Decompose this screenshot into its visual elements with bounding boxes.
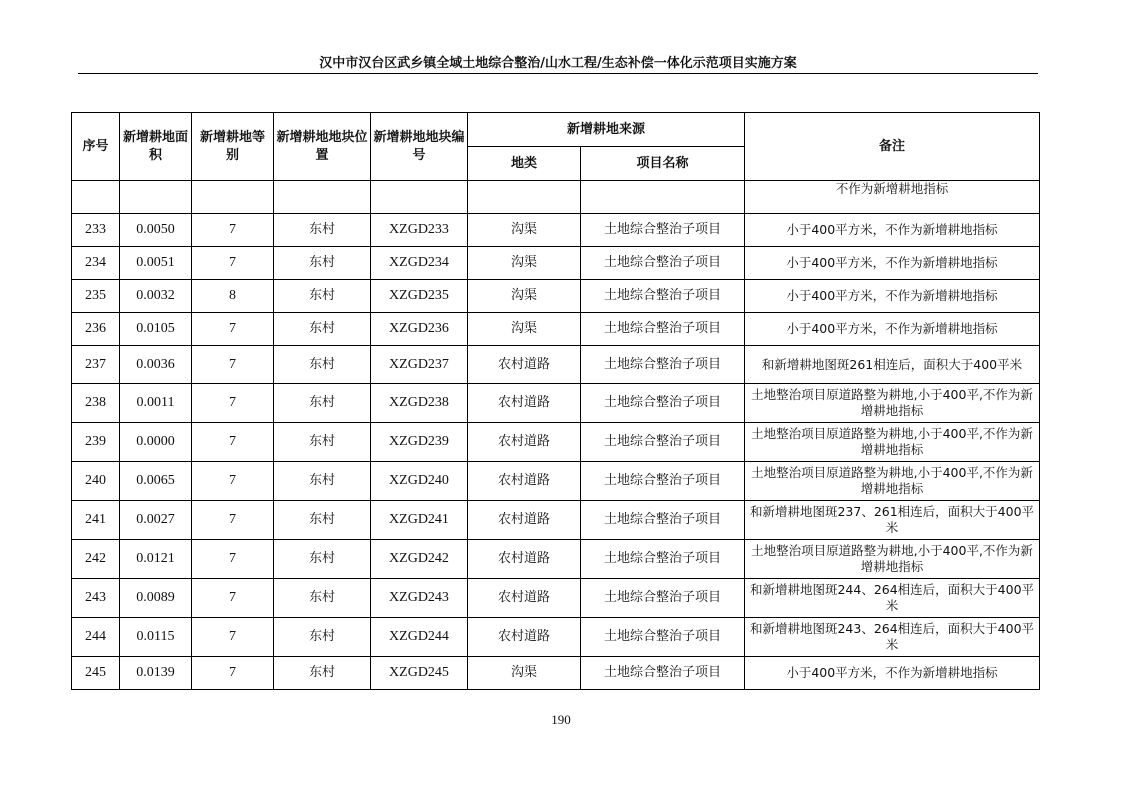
header-remark: 备注 (745, 113, 1040, 181)
cell-empty (72, 181, 120, 214)
cell-land-type: 农村道路 (468, 501, 581, 540)
cell-area: 0.0115 (120, 618, 192, 657)
cell-grade: 7 (192, 423, 274, 462)
cell-seq: 245 (72, 657, 120, 690)
cell-remark: 和新增耕地图斑237、261相连后，面积大于400平米 (745, 501, 1040, 540)
cell-code: XZGD239 (371, 423, 468, 462)
cell-code: XZGD242 (371, 540, 468, 579)
cell-area: 0.0065 (120, 462, 192, 501)
cell-seq: 244 (72, 618, 120, 657)
cell-code: XZGD237 (371, 346, 468, 384)
cell-area: 0.0036 (120, 346, 192, 384)
cell-land-type: 沟渠 (468, 280, 581, 313)
cell-area: 0.0051 (120, 247, 192, 280)
cell-project: 土地综合整治子项目 (581, 540, 745, 579)
cell-location: 东村 (274, 247, 371, 280)
table-row (72, 540, 1040, 579)
cell-grade: 8 (192, 280, 274, 313)
cell-area: 0.0027 (120, 501, 192, 540)
cell-remark: 和新增耕地图斑244、264相连后，面积大于400平米 (745, 579, 1040, 618)
cell-land-type: 沟渠 (468, 657, 581, 690)
document-header-title: 汉中市汉台区武乡镇全域土地综合整治/山水工程/生态补偿一体化示范项目实施方案 (319, 56, 797, 71)
cell-code: XZGD241 (371, 501, 468, 540)
cell-code: XZGD243 (371, 579, 468, 618)
cell-empty (192, 181, 274, 214)
cell-location: 东村 (274, 280, 371, 313)
table-row (72, 313, 1040, 346)
cell-project: 土地综合整治子项目 (581, 384, 745, 423)
cell-remark: 小于400平方米，不作为新增耕地指标 (745, 313, 1040, 346)
cell-project: 土地综合整治子项目 (581, 501, 745, 540)
cell-land-type: 沟渠 (468, 247, 581, 280)
cell-area: 0.0032 (120, 280, 192, 313)
header-location: 新增耕地地块位置 (274, 113, 371, 181)
cell-grade: 7 (192, 579, 274, 618)
cell-empty (120, 181, 192, 214)
cell-project: 土地综合整治子项目 (581, 618, 745, 657)
cell-code: XZGD238 (371, 384, 468, 423)
cell-remark: 和新增耕地图斑243、264相连后，面积大于400平米 (745, 618, 1040, 657)
cell-seq: 240 (72, 462, 120, 501)
cell-grade: 7 (192, 462, 274, 501)
table-row (72, 247, 1040, 280)
cell-code: XZGD245 (371, 657, 468, 690)
cell-seq: 235 (72, 280, 120, 313)
header-land-type: 地类 (468, 147, 581, 181)
cell-land-type: 农村道路 (468, 423, 581, 462)
cell-project: 土地综合整治子项目 (581, 423, 745, 462)
table-row (72, 346, 1040, 384)
header-seq: 序号 (72, 113, 120, 181)
cell-location: 东村 (274, 501, 371, 540)
cell-project: 土地综合整治子项目 (581, 579, 745, 618)
cell-location: 东村 (274, 657, 371, 690)
cell-seq: 236 (72, 313, 120, 346)
cell-remark: 土地整治项目原道路整为耕地,小于400平,不作为新增耕地指标 (745, 384, 1040, 423)
cell-land-type: 农村道路 (468, 540, 581, 579)
cell-area: 0.0139 (120, 657, 192, 690)
cell-location: 东村 (274, 313, 371, 346)
cell-grade: 7 (192, 346, 274, 384)
cell-location: 东村 (274, 540, 371, 579)
cell-grade: 7 (192, 214, 274, 247)
cell-land-type: 沟渠 (468, 313, 581, 346)
page-number: 190 (551, 712, 571, 727)
header-code: 新增耕地地块编号 (371, 113, 468, 181)
cell-code: XZGD240 (371, 462, 468, 501)
table-row (72, 501, 1040, 540)
cell-seq: 238 (72, 384, 120, 423)
cell-remark: 小于400平方米，不作为新增耕地指标 (745, 657, 1040, 690)
cell-remark: 土地整治项目原道路整为耕地,小于400平,不作为新增耕地指标 (745, 462, 1040, 501)
cell-area: 0.0011 (120, 384, 192, 423)
new-farmland-table (71, 112, 1040, 690)
cell-remark: 小于400平方米，不作为新增耕地指标 (745, 280, 1040, 313)
cell-remark: 小于400平方米，不作为新增耕地指标 (745, 247, 1040, 280)
cell-grade: 7 (192, 247, 274, 280)
cell-empty (468, 181, 581, 214)
cell-location: 东村 (274, 462, 371, 501)
cell-area: 0.0105 (120, 313, 192, 346)
cell-land-type: 农村道路 (468, 384, 581, 423)
cell-seq: 237 (72, 346, 120, 384)
cell-code: XZGD234 (371, 247, 468, 280)
cell-area: 0.0000 (120, 423, 192, 462)
cell-area: 0.0121 (120, 540, 192, 579)
cell-land-type: 沟渠 (468, 214, 581, 247)
cell-seq: 233 (72, 214, 120, 247)
header-rule (78, 73, 1038, 74)
cell-remark: 土地整治项目原道路整为耕地,小于400平,不作为新增耕地指标 (745, 423, 1040, 462)
header-project-name: 项目名称 (581, 147, 745, 181)
cell-empty (581, 181, 745, 214)
table-row (72, 280, 1040, 313)
cell-seq: 242 (72, 540, 120, 579)
header-grade: 新增耕地等别 (192, 113, 274, 181)
table-row (72, 423, 1040, 462)
cell-location: 东村 (274, 423, 371, 462)
cell-land-type: 农村道路 (468, 462, 581, 501)
cell-code: XZGD235 (371, 280, 468, 313)
header-source: 新增耕地来源 (468, 113, 745, 147)
cell-seq: 239 (72, 423, 120, 462)
cell-location: 东村 (274, 579, 371, 618)
cell-grade: 7 (192, 657, 274, 690)
cell-remark: 和新增耕地图斑261相连后，面积大于400平米 (745, 346, 1040, 384)
table-row (72, 579, 1040, 618)
cell-remark: 土地整治项目原道路整为耕地,小于400平,不作为新增耕地指标 (745, 540, 1040, 579)
cell-empty (371, 181, 468, 214)
cell-project: 土地综合整治子项目 (581, 214, 745, 247)
table-row-continued (72, 181, 1040, 214)
table-row (72, 462, 1040, 501)
cell-project: 土地综合整治子项目 (581, 657, 745, 690)
header-area: 新增耕地面积 (120, 113, 192, 181)
cell-project: 土地综合整治子项目 (581, 247, 745, 280)
cell-grade: 7 (192, 313, 274, 346)
table-body (72, 181, 1040, 690)
cell-project: 土地综合整治子项目 (581, 280, 745, 313)
cell-remark-continued: 不作为新增耕地指标 (745, 181, 1040, 214)
cell-grade: 7 (192, 501, 274, 540)
table-row (72, 618, 1040, 657)
cell-grade: 7 (192, 540, 274, 579)
cell-code: XZGD233 (371, 214, 468, 247)
cell-remark: 小于400平方米，不作为新增耕地指标 (745, 214, 1040, 247)
cell-location: 东村 (274, 618, 371, 657)
cell-project: 土地综合整治子项目 (581, 346, 745, 384)
cell-grade: 7 (192, 384, 274, 423)
cell-land-type: 农村道路 (468, 579, 581, 618)
cell-area: 0.0089 (120, 579, 192, 618)
cell-code: XZGD236 (371, 313, 468, 346)
table-row (72, 384, 1040, 423)
cell-grade: 7 (192, 618, 274, 657)
table-row (72, 214, 1040, 247)
cell-seq: 243 (72, 579, 120, 618)
cell-land-type: 农村道路 (468, 346, 581, 384)
cell-area: 0.0050 (120, 214, 192, 247)
cell-location: 东村 (274, 384, 371, 423)
cell-project: 土地综合整治子项目 (581, 313, 745, 346)
cell-seq: 234 (72, 247, 120, 280)
cell-code: XZGD244 (371, 618, 468, 657)
table-row (72, 657, 1040, 690)
cell-land-type: 农村道路 (468, 618, 581, 657)
cell-project: 土地综合整治子项目 (581, 462, 745, 501)
cell-seq: 241 (72, 501, 120, 540)
cell-empty (274, 181, 371, 214)
cell-location: 东村 (274, 346, 371, 384)
cell-location: 东村 (274, 214, 371, 247)
